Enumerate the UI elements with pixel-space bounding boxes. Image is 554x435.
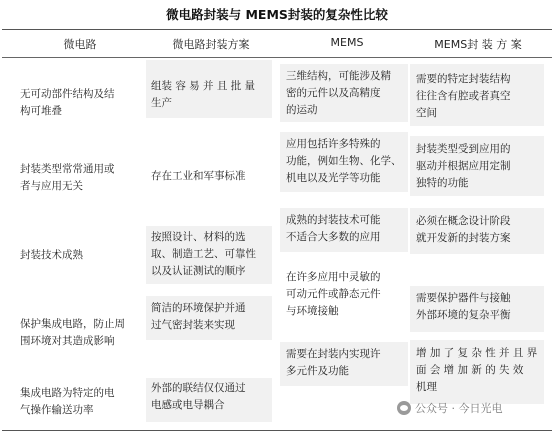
table-cell: 保护集成电路，防止周 围环境对其造成影响 [20, 318, 125, 347]
table-cell: 外部的联结仅仅通过 电感或电导耦合 [151, 382, 246, 411]
table-cell: 按照设计、材料的选 取、制造工艺、可靠性 以及认证测试的顺序 [151, 231, 256, 277]
wechat-icon [397, 401, 411, 415]
header-rule [2, 57, 552, 58]
table-cell: 成熟的封装技术可能 不适合大多数的应用 [286, 214, 381, 243]
header-mems: MEMS [330, 36, 364, 49]
header-mems-package: MEMS封 装 方 案 [434, 38, 522, 51]
table-cell: 封装类型受到应用的 驱动并根据应用定制 独特的功能 [416, 143, 511, 189]
header-microcircuit: 微电路 [63, 38, 97, 51]
watermark-text: 公众号 · 今日光电 [415, 402, 503, 415]
table-cell: 需要的特定封装结构 往往含有腔或者真空 空间 [416, 73, 511, 119]
table-cell: 组装 容 易 并 且 批 量 生产 [151, 80, 256, 109]
table-cell: 增 加 了 复 杂 性 并 且 界 面 会 增 加 新 的 失 效 机理 [416, 347, 538, 393]
header-microcircuit-package: 微电路封装方案 [172, 38, 250, 51]
table-cell: 存在工业和军事标准 [151, 170, 246, 182]
table-cell: 需要在封装内实现许 多元件及功能 [286, 348, 381, 377]
table-cell: 简洁的环境保护并通 过气密封装来实现 [151, 302, 246, 331]
table-cell: 封装技术成熟 [20, 249, 83, 261]
table-cell: 封装类型常常通用或 者与应用无关 [20, 163, 115, 192]
table-cell: 必须在概念设计阶段 就开发新的封装方案 [416, 215, 511, 244]
watermark [397, 398, 503, 418]
table-cell: 无可动部件结构及结 构可堆叠 [20, 88, 115, 117]
table-cell: 在许多应用中灵敏的 可动元件或静态元件 与环境接触 [286, 271, 381, 317]
table-cell: 需要保护器件与接触 外部环境的复杂平衡 [416, 292, 511, 321]
bottom-rule [2, 430, 552, 431]
table-cell: 应用包括许多特殊的 功能，例如生物、化学、 机电以及光学等功能 [286, 138, 402, 184]
table-cell: 三维结构，可能涉及精 密的元件以及高精度 的运动 [286, 70, 391, 116]
table-title: 微电路封装与 MEMS封装的复杂性比较 [166, 7, 388, 22]
top-rule [2, 29, 552, 30]
table-cell: 集成电路为特定的电 气操作输送功率 [20, 387, 115, 416]
